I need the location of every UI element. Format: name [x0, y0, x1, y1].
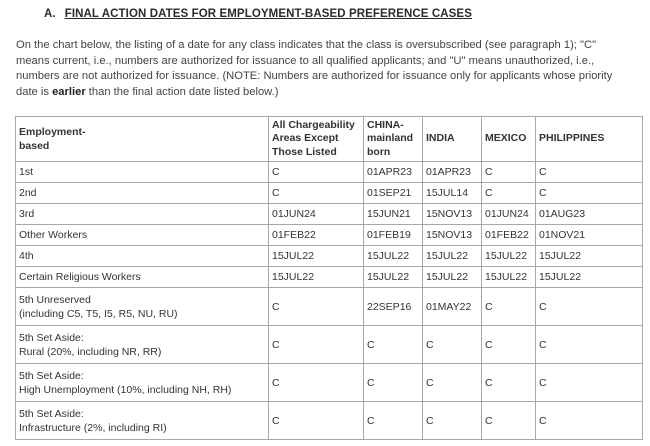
table-row [16, 402, 643, 440]
date-cell: 15JUN21 [364, 204, 423, 225]
date-cell: C [536, 183, 643, 204]
category-cell [16, 162, 269, 183]
date-cell: 15JUL22 [364, 267, 423, 288]
section-heading [44, 8, 472, 20]
intro-bold-word: earlier [52, 85, 86, 98]
date-cell: C [269, 288, 364, 326]
category-cell [16, 288, 269, 326]
date-cell: C [364, 402, 423, 440]
category-line: 3rd [19, 208, 35, 220]
category-line: High Unemployment (10%, including NH, RH) [19, 383, 232, 396]
date-cell: 01FEB22 [269, 225, 364, 246]
table-row [16, 183, 643, 204]
header-all-chargeability [269, 117, 364, 162]
date-cell: C [269, 364, 364, 402]
category-line: Rural (20%, including NR, RR) [19, 345, 162, 358]
category-line: 1st [19, 166, 34, 178]
date-cell: 22SEP16 [364, 288, 423, 326]
category-line: Infrastructure (2%, including RI) [19, 421, 167, 434]
date-cell: 01MAY22 [423, 288, 482, 326]
category-cell [16, 326, 269, 364]
date-cell: 01NOV21 [536, 225, 643, 246]
date-cell: 15NOV13 [423, 204, 482, 225]
header-line: born [367, 145, 391, 158]
date-cell: 15NOV13 [423, 225, 482, 246]
table-row [16, 326, 643, 364]
date-cell: 15JUL22 [482, 267, 536, 288]
date-cell: 15JUL22 [482, 246, 536, 267]
date-cell: C [536, 162, 643, 183]
table-row [16, 204, 643, 225]
date-cell: C [482, 402, 536, 440]
date-cell: 01FEB19 [364, 225, 423, 246]
header-philippines [536, 117, 643, 162]
date-cell: C [364, 326, 423, 364]
category-line: 5th Unreserved [19, 293, 91, 306]
date-cell: C [536, 402, 643, 440]
date-cell: 15JUL22 [364, 246, 423, 267]
category-line: Other Workers [19, 229, 88, 241]
table-row [16, 162, 643, 183]
table-row [16, 364, 643, 402]
category-cell [16, 183, 269, 204]
category-cell [16, 246, 269, 267]
date-cell: 15JUL22 [536, 267, 643, 288]
header-china [364, 117, 423, 162]
date-cell: 01JUN24 [269, 204, 364, 225]
table-row [16, 246, 643, 267]
date-cell: 15JUL14 [423, 183, 482, 204]
header-line: Those Listed [272, 145, 337, 158]
date-cell: C [482, 326, 536, 364]
category-cell [16, 364, 269, 402]
date-cell: C [269, 402, 364, 440]
header-line: INDIA [426, 132, 455, 145]
header-line: mainland [367, 132, 414, 145]
date-cell: 15JUL22 [269, 267, 364, 288]
date-cell: 01APR23 [423, 162, 482, 183]
date-cell: C [482, 288, 536, 326]
date-cell: 01APR23 [364, 162, 423, 183]
date-cell: C [536, 364, 643, 402]
date-cell: C [423, 326, 482, 364]
header-india [423, 117, 482, 162]
date-cell: C [423, 402, 482, 440]
header-line: Employment- [19, 126, 86, 138]
table-row [16, 225, 643, 246]
category-line: (including C5, T5, I5, R5, NU, RU) [19, 307, 178, 320]
header-line: Areas Except [272, 132, 339, 145]
date-cell: C [269, 162, 364, 183]
date-cell: C [536, 326, 643, 364]
header-employment-based [16, 117, 269, 162]
section-title: FINAL ACTION DATES FOR EMPLOYMENT-BASED PREFERENCE CASES [64, 8, 472, 20]
category-line: 2nd [19, 187, 37, 199]
final-action-dates-table [15, 116, 643, 440]
intro-paragraph [16, 38, 631, 100]
date-cell: C [269, 326, 364, 364]
date-cell: 15JUL22 [423, 246, 482, 267]
header-line: PHILIPPINES [539, 132, 605, 145]
category-line: 4th [19, 250, 34, 262]
header-line: All Chargeability [272, 118, 355, 131]
date-cell: 01SEP21 [364, 183, 423, 204]
header-mexico [482, 117, 536, 162]
table-body [16, 162, 643, 440]
header-line: based [19, 139, 50, 152]
category-line: 5th Set Aside: [19, 369, 84, 382]
table-row [16, 288, 643, 326]
category-cell [16, 267, 269, 288]
header-line: CHINA- [367, 118, 404, 131]
category-cell [16, 402, 269, 440]
section-letter: A. [44, 8, 56, 20]
category-cell [16, 204, 269, 225]
date-cell: 15JUL22 [269, 246, 364, 267]
category-line: 5th Set Aside: [19, 407, 84, 420]
table-row [16, 267, 643, 288]
date-cell: 15JUL22 [423, 267, 482, 288]
date-cell: C [482, 162, 536, 183]
date-cell: C [269, 183, 364, 204]
intro-text-2: than the final action date listed below.) [85, 85, 279, 98]
date-cell: C [482, 183, 536, 204]
date-cell: C [364, 364, 423, 402]
date-cell: C [536, 288, 643, 326]
intro-text-1: On the chart below, the listing of a date for any class indicates that the class is oversubscribed (see paragraph 1); "C" means current, i.e., numbers are authorized for issuance to all qualified applicants; and "U" means unauthorized, i.e., numbers are not authorized for issuance. (NOTE: Numbers are authorized for issuance only for applicants whose priority date is [16, 39, 613, 98]
date-cell: C [423, 364, 482, 402]
header-row [16, 117, 643, 162]
date-cell: 01FEB22 [482, 225, 536, 246]
date-cell: 15JUL22 [536, 246, 643, 267]
category-line: 5th Set Aside: [19, 331, 84, 344]
category-line: Certain Religious Workers [19, 271, 141, 283]
date-cell: C [482, 364, 536, 402]
date-cell: 01AUG23 [536, 204, 643, 225]
header-line: MEXICO [485, 132, 527, 145]
category-cell [16, 225, 269, 246]
date-cell: 01JUN24 [482, 204, 536, 225]
